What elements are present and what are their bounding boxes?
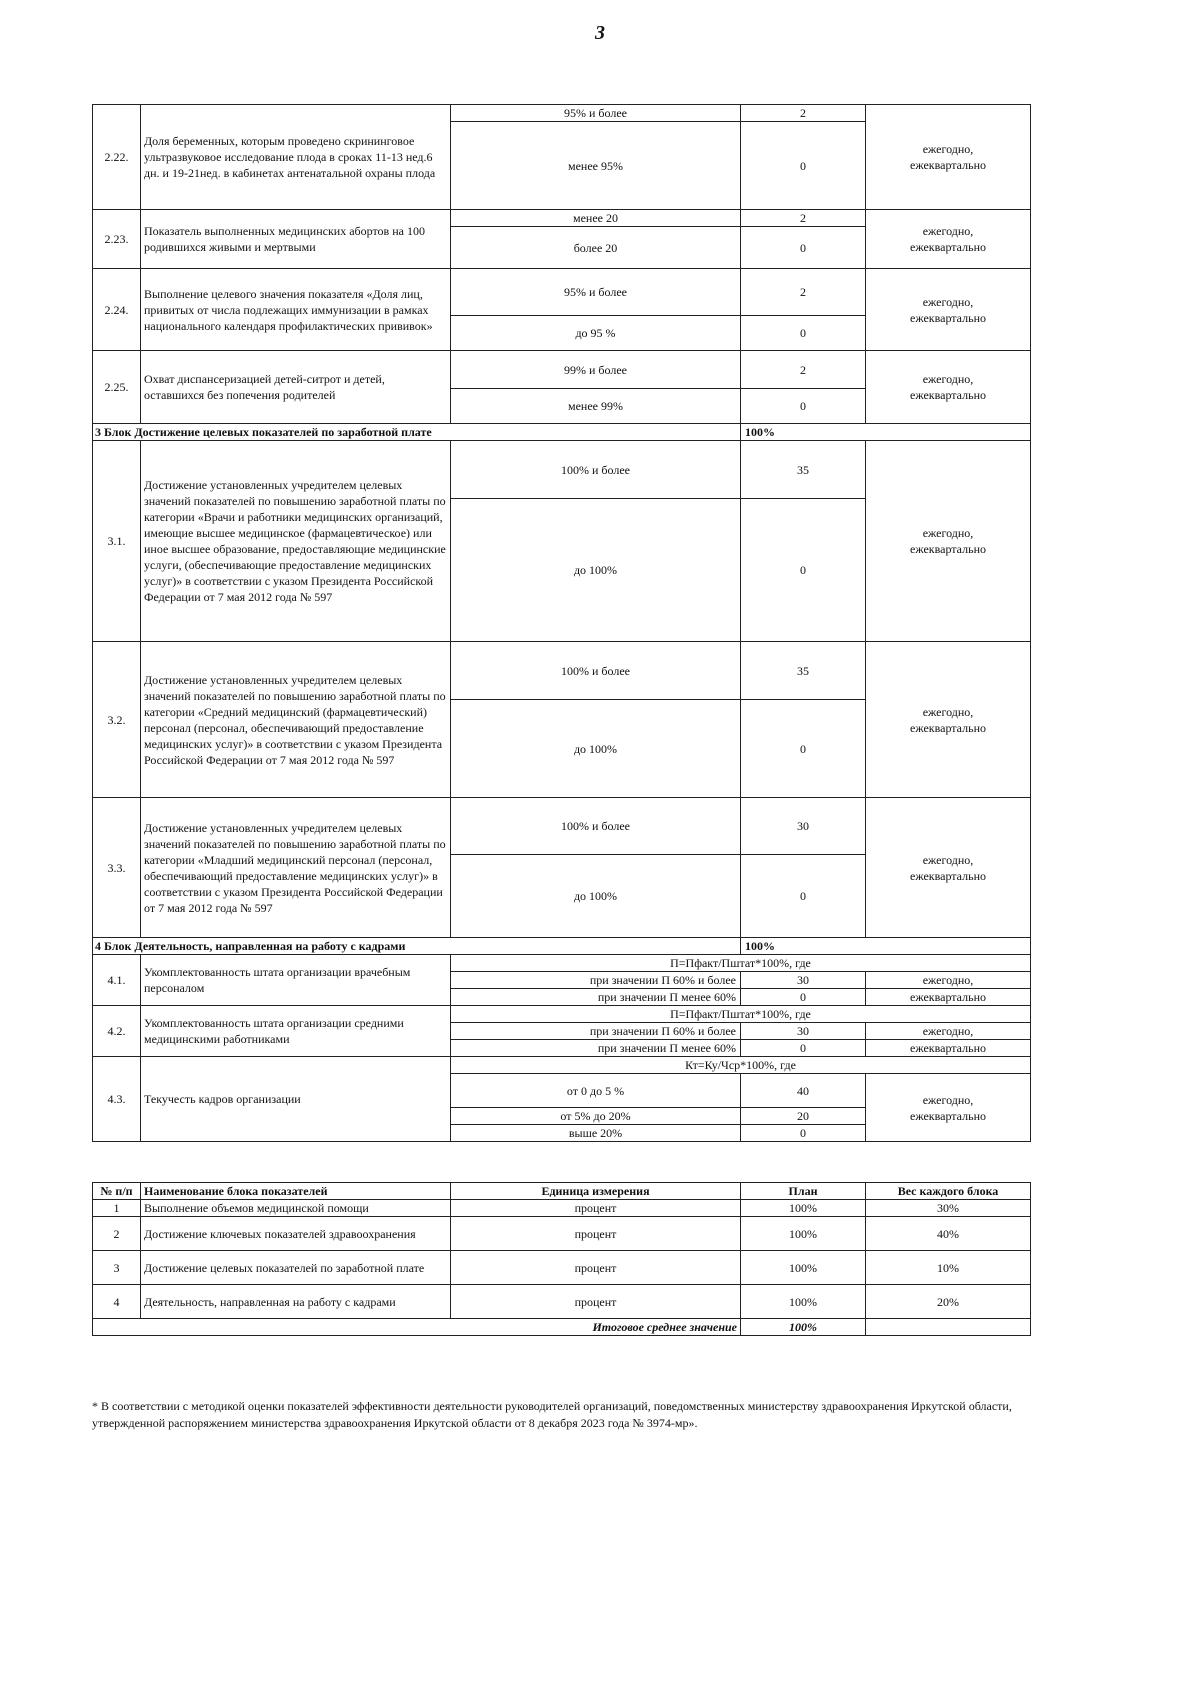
periodicity: ежеквартально xyxy=(866,989,1031,1006)
indicator-name: Выполнение целевого значения показателя «Доля лиц, привитых от числа подлежащих иммунизации в рамках национального календаря профилактических прививок» xyxy=(141,269,451,351)
indicator-name: Укомплектованность штата организации врачебным персоналом xyxy=(141,955,451,1006)
page-number: 3 xyxy=(595,22,605,44)
periodicity: ежегодно, ежеквартально xyxy=(866,441,1031,642)
row-number: 2.22. xyxy=(93,105,141,210)
row-number: 2.25. xyxy=(93,351,141,424)
row-number: 3.2. xyxy=(93,642,141,798)
table-row xyxy=(93,441,1031,499)
table-row xyxy=(93,351,1031,389)
points: 0 xyxy=(741,1125,866,1142)
formula: Кт=Ку/Чср*100%, где xyxy=(451,1057,1031,1074)
formula: П=Пфакт/Пштат*100%, где xyxy=(451,1006,1031,1023)
total-value: 100% xyxy=(741,1319,866,1336)
criterion: выше 20% xyxy=(451,1125,741,1142)
criterion: при значении П менее 60% xyxy=(451,989,741,1006)
row-number: 4.1. xyxy=(93,955,141,1006)
weight: 20% xyxy=(866,1285,1031,1319)
periodicity: ежегодно, ежеквартально xyxy=(866,351,1031,424)
weight: 40% xyxy=(866,1217,1031,1251)
table-row xyxy=(93,1006,1031,1023)
unit: процент xyxy=(451,1200,741,1217)
plan: 100% xyxy=(741,1251,866,1285)
header-weight: Вес каждого блока xyxy=(866,1183,1031,1200)
header-plan: План xyxy=(741,1183,866,1200)
block-name: Деятельность, направленная на работу с кадрами xyxy=(141,1285,451,1319)
block-name: Выполнение объемов медицинской помощи xyxy=(141,1200,451,1217)
criterion: от 5% до 20% xyxy=(451,1108,741,1125)
header-name: Наименование блока показателей xyxy=(141,1183,451,1200)
criterion: менее 20 xyxy=(451,210,741,227)
points: 0 xyxy=(741,499,866,642)
total-weight-empty xyxy=(866,1319,1031,1336)
unit: процент xyxy=(451,1251,741,1285)
row-number: 3.1. xyxy=(93,441,141,642)
plan: 100% xyxy=(741,1217,866,1251)
plan: 100% xyxy=(741,1200,866,1217)
criterion: от 0 до 5 % xyxy=(451,1074,741,1108)
header-num: № п/п xyxy=(93,1183,141,1200)
row-number: 4.3. xyxy=(93,1057,141,1142)
criterion: при значении П 60% и более xyxy=(451,972,741,989)
points: 2 xyxy=(741,351,866,389)
points: 2 xyxy=(741,210,866,227)
table-row xyxy=(93,798,1031,855)
indicator-name: Достижение установленных учредителем целевых значений показателей по повышению заработной платы по категории «Средний медицинский (фармацевтический) персонал (персонал, обеспечивающий предоставление медицинских услуг)» в соответствии с указом Президента Российской Федерации от 7 мая 2012 года № 597 xyxy=(141,642,451,798)
row-number: 4 xyxy=(93,1285,141,1319)
table-row xyxy=(93,1057,1031,1074)
criterion: до 100% xyxy=(451,700,741,798)
table-row xyxy=(93,955,1031,972)
criterion: 100% и более xyxy=(451,441,741,499)
footnote: * В соответствии с методикой оценки показателей эффективности деятельности руководителей организаций, поведомственных министерству здравоохранения Иркутской области, утвержденной распоряжением министерства здравоохранения Иркутской области от 8 декабря 2023 года № 3974-мр». xyxy=(92,1399,1012,1430)
indicator-name: Охват диспансеризацией детей-ситрот и детей, оставшихся без попечения родителей xyxy=(141,351,451,424)
criterion: 100% и более xyxy=(451,798,741,855)
criterion: 95% и более xyxy=(451,105,741,122)
points: 35 xyxy=(741,441,866,499)
table-row xyxy=(93,269,1031,316)
points: 2 xyxy=(741,105,866,122)
block-header xyxy=(93,424,1031,441)
formula: П=Пфакт/Пштат*100%, где xyxy=(451,955,1031,972)
unit: процент xyxy=(451,1217,741,1251)
periodicity: ежегодно, xyxy=(866,1023,1031,1040)
row-number: 4.2. xyxy=(93,1006,141,1057)
block-value: 100% xyxy=(741,938,1031,955)
indicator-name: Доля беременных, которым проведено скрининговое ультразвуковое исследование плода в сроках 11-13 нед.6 дн. и 19-21нед. в кабинетах антенатальной охраны плода xyxy=(141,105,451,210)
periodicity: ежегодно, xyxy=(866,972,1031,989)
weight: 30% xyxy=(866,1200,1031,1217)
periodicity: ежегодно, ежеквартально xyxy=(866,105,1031,210)
indicator-name: Текучесть кадров организации xyxy=(141,1057,451,1142)
periodicity: ежегодно, ежеквартально xyxy=(866,210,1031,269)
block-name: Достижение ключевых показателей здравоохранения xyxy=(141,1217,451,1251)
points: 40 xyxy=(741,1074,866,1108)
unit: процент xyxy=(451,1285,741,1319)
indicator-name: Показатель выполненных медицинских абортов на 100 родившихся живыми и мертвыми xyxy=(141,210,451,269)
points: 30 xyxy=(741,972,866,989)
points: 0 xyxy=(741,122,866,210)
points: 0 xyxy=(741,316,866,351)
summary-header-row xyxy=(93,1183,1031,1200)
points: 0 xyxy=(741,855,866,938)
summary-total-row xyxy=(93,1319,1031,1336)
criterion: при значении П менее 60% xyxy=(451,1040,741,1057)
periodicity: ежегодно, ежеквартально xyxy=(866,1074,1031,1142)
criterion: более 20 xyxy=(451,227,741,269)
summary-row xyxy=(93,1200,1031,1217)
points: 30 xyxy=(741,798,866,855)
periodicity: ежегодно, ежеквартально xyxy=(866,798,1031,938)
points: 0 xyxy=(741,227,866,269)
block-title: 4 Блок Деятельность, направленная на работу с кадрами xyxy=(93,938,741,955)
points: 20 xyxy=(741,1108,866,1125)
plan: 100% xyxy=(741,1285,866,1319)
block-name: Достижение целевых показателей по заработной плате xyxy=(141,1251,451,1285)
points: 2 xyxy=(741,269,866,316)
row-number: 2.24. xyxy=(93,269,141,351)
indicator-name: Укомплектованность штата организации средними медицинскими работниками xyxy=(141,1006,451,1057)
points: 0 xyxy=(741,1040,866,1057)
criterion: 100% и более xyxy=(451,642,741,700)
indicator-name: Достижение установленных учредителем целевых значений показателей по повышению заработной платы по категории «Врачи и работники медицинских организаций, имеющие высшее медицинское (фармацевтическое) или иное высшее образование, предоставляющие медицинские услуги, (обеспечивающие предоставление медицинских услуг)» в соответствии с указом Президента Российской Федерации от 7 мая 2012 года № 597 xyxy=(141,441,451,642)
row-number: 2 xyxy=(93,1217,141,1251)
table-row xyxy=(93,642,1031,700)
summary-row xyxy=(93,1285,1031,1319)
periodicity: ежеквартально xyxy=(866,1040,1031,1057)
summary-row xyxy=(93,1251,1031,1285)
block-title: 3 Блок Достижение целевых показателей по заработной плате xyxy=(93,424,741,441)
criterion: до 95 % xyxy=(451,316,741,351)
points: 35 xyxy=(741,642,866,700)
periodicity: ежегодно, ежеквартально xyxy=(866,642,1031,798)
criterion: 99% и более xyxy=(451,351,741,389)
row-number: 3.3. xyxy=(93,798,141,938)
points: 0 xyxy=(741,700,866,798)
summary-table xyxy=(92,1182,1031,1336)
criterion: 95% и более xyxy=(451,269,741,316)
points: 0 xyxy=(741,389,866,424)
periodicity: ежегодно, ежеквартально xyxy=(866,269,1031,351)
row-number: 1 xyxy=(93,1200,141,1217)
row-number: 2.23. xyxy=(93,210,141,269)
points: 0 xyxy=(741,989,866,1006)
indicator-name: Достижение установленных учредителем целевых значений показателей по повышению заработной платы по категории «Младший медицинский персонал (персонал, обеспечивающий предоставление медицинских услуг)» в соответствии с указом Президента Российской Федерации от 7 мая 2012 года № 597 xyxy=(141,798,451,938)
table-row xyxy=(93,210,1031,227)
total-label: Итоговое среднее значение xyxy=(93,1319,741,1336)
summary-row xyxy=(93,1217,1031,1251)
criterion: менее 95% xyxy=(451,122,741,210)
criterion: до 100% xyxy=(451,855,741,938)
row-number: 3 xyxy=(93,1251,141,1285)
criterion: до 100% xyxy=(451,499,741,642)
weight: 10% xyxy=(866,1251,1031,1285)
indicators-table xyxy=(92,104,1031,1142)
criterion: менее 99% xyxy=(451,389,741,424)
header-unit: Единица измерения xyxy=(451,1183,741,1200)
points: 30 xyxy=(741,1023,866,1040)
criterion: при значении П 60% и более xyxy=(451,1023,741,1040)
table-row xyxy=(93,105,1031,122)
block-header xyxy=(93,938,1031,955)
block-value: 100% xyxy=(741,424,1031,441)
